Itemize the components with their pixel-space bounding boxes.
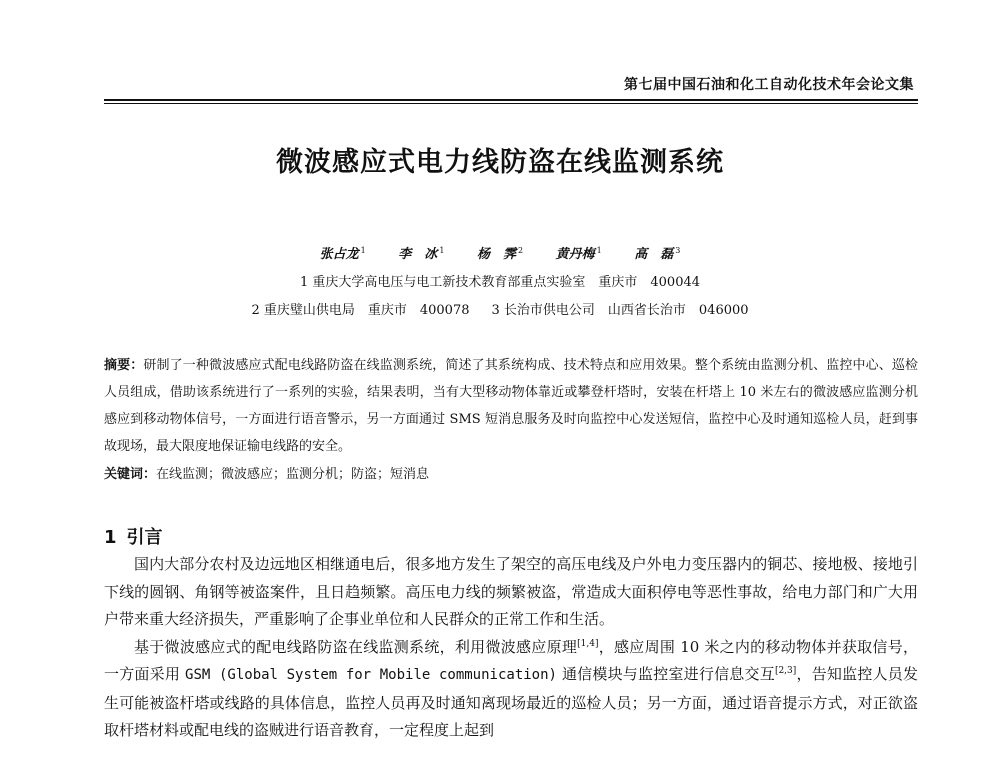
author-list [0,243,1000,262]
affiliation-2: 2 重庆璧山供电局 重庆市 400078 [251,303,470,318]
author-affiliation-mark: 1 [439,245,445,255]
author-name: 高 磊 [634,247,674,262]
running-header: 第七届中国石油和化工自动化技术年会论文集 [624,77,914,93]
gsm-term: GSM (Global System for Mobile communication) [185,667,557,683]
paragraph: 基于微波感应式的配电线路防盗在线监测系统，利用微波感应原理[1,4]，感应周围 10 米之内的移动物体并获取信号，一方面采用 GSM (Global System for Mobile communication) 通信模块与监控室进行信息交互[2,3]，告知监控人员发生可能被盗杆塔或线路的具体信息，监控人员再及时通知离现场最近的巡检人员；另一方面，通过语音提示方式，对正欲盗取杆塔材料或配电线的盗贼进行语音教育，一定程度上起到 [104,637,918,739]
section-body [104,551,918,745]
citation: [1,4] [577,638,599,649]
author-name: 杨 霁 [476,247,516,262]
author [556,243,602,262]
keywords [104,465,918,485]
citation: [2,3] [774,666,797,676]
paper-title: 微波感应式电力线防盗在线监测系统 [276,147,724,178]
keywords-label: 关键词： [104,467,157,482]
section-number: 1 [104,527,117,548]
author-affiliation-mark: 2 [517,245,524,255]
author-name: 黄丹梅 [555,247,595,262]
header-rule-thin [104,103,918,104]
affiliation-3: 3 长治市供电公司 山西省长治市 046000 [491,303,749,318]
affiliation-line-1: 1 重庆大学高电压与电工新技术教育部重点实验室 重庆市 400044 [299,275,701,290]
section-heading [104,523,163,549]
abstract [104,352,918,460]
author [320,243,366,262]
abstract-text: 研制了一种微波感应式配电线路防盗在线监测系统，简述了其系统构成、技术特点和应用效果。整个系统由监测分机、监控中心、巡检人员组成，借助该系统进行了一系列的实验，结果表明，当有大型移动物体靠近或攀登杆塔时，安装在杆塔上 10 米左右的微波感应监测分机感应到移动物体信号，一方面进行语音警示，另一方面通过 SMS 短消息服务及时向监控中心发送短信，监控中心及时通知巡检人员，赶到事故现场，最大限度地保证输电线路的安全。 [104,358,918,454]
affiliation-line-2 [0,299,1000,318]
author-affiliation-mark: 1 [596,245,602,255]
author [398,243,444,262]
paragraph: 国内大部分农村及边远地区相继通电后，很多地方发生了架空的高压电线及户外电力变压器内的铜芯、接地极、接地引下线的圆钢、角钢等被盗案件，且日趋频繁。高压电力线的频繁被盗，常造成大面积停电等恶性事故，给电力部门和广大用户带来重大经济损失，严重影响了企事业单位和人民群众的正常工作和生活。 [104,555,918,628]
author [634,243,680,262]
abstract-label: 摘要： [104,358,144,373]
section-title: 引言 [126,527,163,548]
author-affiliation-mark: 1 [360,245,366,255]
keywords-text: 在线监测；微波感应；监测分机；防盗；短消息 [156,467,430,482]
author-name: 张占龙 [319,247,359,262]
author [477,243,523,262]
header-rule [104,99,918,101]
author-name: 李 冰 [398,247,438,262]
author-affiliation-mark: 3 [675,245,681,255]
